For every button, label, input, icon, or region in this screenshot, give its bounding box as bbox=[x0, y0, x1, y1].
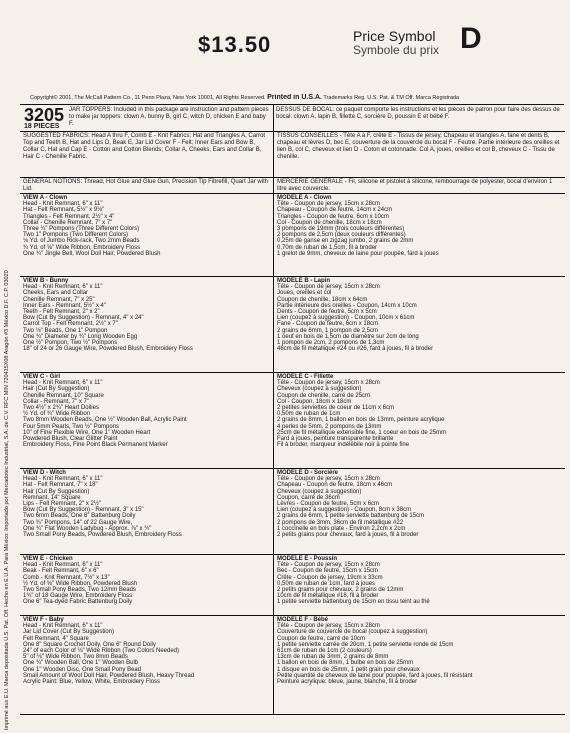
english-column bbox=[20, 105, 273, 715]
view-line: Head - Knit Remnant, 6" x 11" bbox=[23, 623, 103, 630]
view-line: Triangles - Coupon de feutre, 6cm x 10cm bbox=[277, 213, 389, 220]
view-line: Lèvres - Coupon de feutre, 5cm x 6cm bbox=[277, 501, 380, 508]
view-line: 1 oeuf en bois de 1,5cm de diamètre sur 2cm de long bbox=[277, 333, 419, 340]
view-title: MODELE B - Lapin bbox=[277, 278, 330, 284]
view-line: 5" of ⅛" Wide Ribbon, Two 8mm Beads bbox=[23, 654, 128, 661]
view-line: Two 1" Pompons (Two Different Colors) bbox=[23, 232, 129, 239]
view-line: Powdered Blush, Clear Glitter Paint bbox=[23, 436, 118, 443]
view-line: 25cm de fil métallique extensible fine, 1 coeur en bois de 25mm bbox=[277, 429, 447, 436]
view-block bbox=[20, 194, 273, 277]
view-line: Tête - Coupon de jersey, 15cm x 28cm bbox=[277, 284, 380, 291]
view-line: One ¾" Diameter by ¾" Long Wooden Egg bbox=[23, 333, 138, 340]
view-block bbox=[274, 555, 565, 616]
side-legal-text: Imprimé aux E.U. Marca depositada U.S. Pat. Off. Hecho en E.U.A. Para México: Importado por Mercadotec Industrial, S.A. de C.V. RFC MIN 720415X08 Aragón #3 México D.F. C.P. 03020 bbox=[4, 270, 10, 730]
view-title: VIEW B - Bunny bbox=[23, 278, 69, 284]
view-block bbox=[20, 373, 273, 469]
view-line: Coupon de chenille, carré de 25cm bbox=[277, 392, 371, 399]
view-title: VIEW D - Witch bbox=[23, 470, 66, 476]
view-line: Bow (Cut By Suggestion) - Remnant, 3" x 15" bbox=[23, 507, 144, 514]
view-line: Teeth - Felt Remnant, 2" x 2" bbox=[23, 309, 100, 316]
view-line: 3 pompons de 19mm (trois couleurs différentes) bbox=[277, 226, 405, 233]
view-line: Hat - Felt Remnant, 7" x 18" bbox=[23, 482, 98, 489]
view-line: Cheveux (coupez à suggestion) bbox=[277, 386, 362, 393]
view-line: Chenille Remnant, 7" x 25" bbox=[23, 296, 95, 303]
view-block bbox=[274, 277, 565, 373]
view-line: Crête - Coupon de jersey, 19cm x 33cm bbox=[277, 574, 383, 581]
view-line: Four 5mm Pearls, Two ½" Pompons bbox=[23, 423, 120, 430]
view-line: Coupon de feutre, carré de 10cm bbox=[277, 635, 366, 642]
view-block bbox=[274, 616, 565, 715]
view-line: 1 petite serviette battenburg de 15cm en tissu teint au thé bbox=[277, 599, 430, 606]
view-block bbox=[274, 373, 565, 469]
view-line: Two 4½" x 2¾" Heart Doilies bbox=[23, 405, 99, 412]
view-line: Tête - Coupon de jersey, 15cm x 28cm bbox=[277, 201, 380, 208]
view-line: 1 disque en bois de 25mm, 1 petit grain pour chevaux bbox=[277, 666, 420, 673]
price-letter: D bbox=[460, 22, 482, 55]
view-line: 46cm de fil métallique #24 ou #26, fard à joues, fil à broder bbox=[277, 346, 434, 353]
view-line: One 6" Tea-dyed Fabric Battenburg Doily bbox=[23, 599, 133, 606]
view-line: Partie intérieure des oreilles - Coupon, 14cm x 10cm bbox=[277, 302, 417, 309]
view-line: 4 perles de 5mm, 2 pompons de 13mm bbox=[277, 423, 382, 430]
view-line: 10cm de fil métallique #18, fil à broder bbox=[277, 593, 379, 600]
view-line: 0,50m de ruban de 1cm, fard à joues bbox=[277, 580, 376, 587]
view-line: Triangles - Felt Remnant, 2½" x 4" bbox=[23, 213, 115, 220]
view-line: Joues, oreilles et col bbox=[277, 290, 332, 297]
view-title: MODELE D - Sorcière bbox=[277, 470, 339, 476]
view-line: Two 6mm Beads, One 6" Battenburg Doily bbox=[23, 513, 136, 520]
view-line: 1 petite serviette carrée de 20cm, 1 petite serviette ronde de 15cm bbox=[277, 641, 454, 648]
tissus-conseilles: TISSUS CONSEILLÉS - Tête A à F, crête E - Tissus de jersey, Chapeau et triangles A, fane et dents B, chapeau et lèvres D, bec E, couverture de la couvercle du bocal F - Feutre. Partie intérieure des oreilles et lien B, col C, cheveux et lien D - Coton et cotonnade. Col A, joues, oreilles et col B, cheveux C - Tissu de chenille. bbox=[274, 132, 565, 178]
view-line: Two Small Pony Beads, Powdered Blush, Embroidery Floss bbox=[23, 532, 182, 539]
view-line: 18" of 24 or 26 Gauge Wire, Powdered Blush, Embroidery Floss bbox=[23, 346, 193, 353]
view-line: Two 8mm Wooden Beads, One ½" Wooden Ball, Acrylic Paint bbox=[23, 417, 187, 424]
view-line: 13cm de ruban de 3mm, 2 grains de 8mm bbox=[277, 654, 389, 661]
view-title: MODELE E - Poussin bbox=[277, 556, 338, 562]
view-line: One ¾" Flat Wooden Ladybug - Approx. ⅞" x ¾" bbox=[23, 525, 152, 532]
view-line: 24" of each Color of ⅛" Wide Ribbon (Two Colors Needed) bbox=[23, 648, 180, 655]
view-line: Head - Knit Remnant, 6" x 11" bbox=[23, 201, 103, 208]
view-line: 2 petites serviettes de coeur de 11cm x 6cm bbox=[277, 405, 394, 412]
price-symbol-label-fr: Symbole du prix bbox=[353, 43, 440, 57]
view-line: 2 pompons de 2,5cm (deux couleurs différentes) bbox=[277, 232, 406, 239]
view-title: VIEW E - Chicken bbox=[23, 556, 73, 562]
view-line: Inner Ears - Remnant, 5½" x 4" bbox=[23, 302, 106, 309]
view-line: Small Amount of Wool Doll Hair, Powdered Blush, Heavy Thread bbox=[23, 672, 195, 679]
view-line: Col - Coupon, 18cm x 18cm bbox=[277, 398, 352, 405]
french-column bbox=[273, 105, 565, 715]
view-line: Tête - Coupon de jersey, 15cm x 28cm bbox=[277, 380, 380, 387]
view-line: Bec - Coupon de feutre, 15cm x 15cm bbox=[277, 568, 379, 575]
view-line: Lips - Felt Remnant, 2" x 2½" bbox=[23, 501, 101, 508]
pattern-info-table bbox=[20, 104, 564, 731]
view-line: 0,50m de ruban de 1cm bbox=[277, 411, 341, 418]
view-line: Beak - Felt Remnant, 6" x 6" bbox=[23, 568, 99, 575]
printed-in: Printed in U.S.A. bbox=[267, 94, 322, 101]
view-line: Carrot Top - Felt Remnant, 2½" x 7" bbox=[23, 321, 118, 328]
view-line: Dents - Coupon de feutre, 5cm x 5cm bbox=[277, 309, 377, 316]
view-line: ½ Yd. of ⅝" Wide Ribbon, Powdered Blush bbox=[23, 580, 138, 587]
view-line: Head - Knit Remnant, 6" x 11" bbox=[23, 284, 103, 291]
view-title: MODELE A - Clown bbox=[277, 195, 332, 201]
view-line: Embroidery Floss, Fine Point Black Permanent Marker bbox=[23, 442, 168, 449]
view-line: Felt Remnant, 4" Square bbox=[23, 635, 89, 642]
mercerie-generale: MERCERIE GENERALE - Fil, silicone et pistolet à silicone, rembourrage de polyester, bocal d'environ 1 litre avec couvercle. bbox=[274, 178, 565, 194]
view-line: Collar - Chenille Remnant, 7" x 7" bbox=[23, 219, 113, 226]
view-line: Coupon, carré de 36cm bbox=[277, 494, 340, 501]
view-line: One ¾" Wooden Ball, One 1" Wooden Bulb bbox=[23, 660, 139, 667]
view-line: Bow (Cut By Suggestion) - Remnant, 4" x 24" bbox=[23, 315, 144, 322]
view-line: Lien (coupez à suggestion) - Coupon, 8cm x 38cm bbox=[277, 507, 412, 514]
view-line: 1¾" of 18 Gauge Wire, Embroidery Floss bbox=[23, 593, 133, 600]
view-line: Chapeau - Coupon de feutre, 18cm x 46cm bbox=[277, 482, 393, 489]
view-block bbox=[20, 469, 273, 555]
view-line: Cheveux (coupez à suggestion) bbox=[277, 488, 362, 495]
pattern-pieces: 18 PIECES bbox=[24, 123, 60, 130]
view-title: MODELE F - Bébé bbox=[277, 617, 329, 623]
price-symbol-label: Price Symbol bbox=[353, 28, 436, 44]
view-line: Three ¾" Pompons (Three Different Colors) bbox=[23, 226, 140, 233]
suggested-fabrics: SUGGESTED FABRICS: Head A thru F, Comb E - Knit Fabrics; Hat and Triangles A, Carrot Top and Teeth B, Hat and Lips D, Beak E, Jar Lid Cover F - Felt; Inner Ears and Bow B, Collar C, Hat and Cap E - Cotton and Cotton Blends; Collar A, Cheeks, Ears and Collar B, Hair C - Chenille Fabric. bbox=[20, 132, 273, 178]
jar-toppers-description-fr: DESSUS DE BOCAL: ce paquet comporte les instructions et les pièces de patron pour faire des dessus de bocal: clown A, lapin B, fillette C, sorcière D, poussin E et bébé F. bbox=[274, 105, 565, 132]
view-line: Tête - Coupon de jersey, 15cm x 28cm bbox=[277, 476, 380, 483]
view-line: 0,70m de ruban de 1,5cm, fil à broder bbox=[277, 244, 378, 251]
view-line: 1 coccinelle en bois plate - Environ 2,2cm x 2cm bbox=[277, 525, 406, 532]
view-line: Coupon de chenille, 18cm x 64cm bbox=[277, 296, 368, 303]
view-line: 2 pompons de 3mm, 36cm de fil métallique #22 bbox=[277, 519, 404, 526]
view-line: Two Small Pony Beads, Two 12mm Beads bbox=[23, 587, 136, 594]
view-line: Acrylic Paint: Blue, Yellow, White, Embroidery Floss bbox=[23, 679, 161, 686]
view-block bbox=[20, 555, 273, 616]
view-line: Remnant, 14" Square bbox=[23, 494, 81, 501]
view-line: 2 grains de 8mm, 1 ballon en bois de 13mm, peinture acrylique bbox=[277, 417, 445, 424]
view-line: Tête - Coupon de jersey, 15cm x 28cm bbox=[277, 623, 380, 630]
copyright-line bbox=[30, 94, 560, 101]
view-line: ¾ Yd. of ⅝" Wide Ribbon, Embroidery Floss bbox=[23, 244, 141, 251]
jar-toppers-description: JAR TOPPERS: Included in this package are instruction and pattern pieces to make jar toppers: clown A, bunny B, girl C, witch D, chicken E and baby F. bbox=[69, 107, 269, 127]
views-list bbox=[20, 194, 273, 715]
view-line: Jar Lid Cover (Cut By Suggestion) bbox=[23, 629, 115, 636]
view-line: Two ¾" Pompons, 14" of 22 Gauge Wire, bbox=[23, 519, 133, 526]
view-line: ⅛ Yd. of Jumbo Rick-rack, Two 2mm Beads bbox=[23, 238, 140, 245]
view-line: Chenille Remnant, 10" Square bbox=[23, 392, 104, 399]
price: $13.50 bbox=[198, 32, 272, 57]
view-line: 2 grains de 6mm, 1 pompon de 2,5cm bbox=[277, 327, 379, 334]
view-line: ½ Yd. of ¾" Wide Ribbon bbox=[23, 411, 91, 418]
view-line: Fane - Coupon de feutre, 6cm x 18cm bbox=[277, 321, 379, 328]
view-line: Chapeau - Coupon de feutre, 14cm x 24cm bbox=[277, 207, 393, 214]
view-line: Lien (coupez à suggestion) - Coupon, 10cm x 61cm bbox=[277, 315, 415, 322]
view-line: Hair (Cut By Suggestion) bbox=[23, 386, 90, 393]
view-line: Couverture de couvercle de bocal (coupez à suggestion) bbox=[277, 629, 428, 636]
view-title: MODELE C - Fillette bbox=[277, 374, 334, 380]
view-block bbox=[20, 277, 273, 373]
view-line: 1 pompon de 2cm, 2 pompons de 1,3cm bbox=[277, 340, 385, 347]
view-line: One ½" Pompon, Two ½" Pompons bbox=[23, 340, 118, 347]
view-line: Two ⅛" Beads, One 1" Pompon bbox=[23, 327, 108, 334]
trademarks-text: Trademarks Reg. U.S. Pat. & TM Off. Marca Registrada bbox=[323, 95, 460, 101]
view-title: VIEW F - Baby bbox=[23, 617, 64, 623]
pattern-number: 3205 bbox=[24, 105, 65, 125]
view-block bbox=[274, 469, 565, 555]
view-line: Head - Knit Remnant, 6" x 11" bbox=[23, 562, 103, 569]
view-line: 10" of Fine Flexible Wire, One 1" Wooden Heart bbox=[23, 429, 151, 436]
view-line: One 8" Square Crochet Doily, One 6" Round Doily bbox=[23, 641, 156, 648]
view-line: Collar - Remnant, 7" x 7" bbox=[23, 398, 89, 405]
view-line: Fard à joues, peinture transparente brillante bbox=[277, 436, 394, 443]
view-block bbox=[20, 616, 273, 715]
copyright-text: Copyright© 2001, The McCall Pattern Co., 11 Penn Plaza, New York 10001, All Rights Reserved. bbox=[30, 95, 266, 101]
pattern-header bbox=[20, 105, 273, 132]
view-line: Head - Knit Remnant, 6" x 11" bbox=[23, 380, 103, 387]
view-title: VIEW A - Clown bbox=[23, 195, 68, 201]
modeles-list bbox=[274, 194, 565, 715]
view-line: Petite quantité de cheveux de laine pour poupée, fard à joues, fil résistant bbox=[277, 672, 473, 679]
view-block bbox=[274, 194, 565, 277]
view-line: Tête - Coupon de jersey, 15cm x 28cm bbox=[277, 562, 380, 569]
view-line: One ¾" Jingle Bell, Wool Doll Hair, Powdered Blush bbox=[23, 250, 161, 257]
view-line: Hat - Felt Remnant, 5½" x 9⅛" bbox=[23, 207, 105, 214]
view-title: VIEW C - Girl bbox=[23, 374, 61, 380]
view-line: 61cm de ruban de 1cm (2 couleurs) bbox=[277, 648, 372, 655]
view-line: 2 petits grains pour chevaux, fard à joues, fil à broder bbox=[277, 532, 419, 539]
view-line: Head - Knit Remnant, 6" x 11" bbox=[23, 476, 103, 483]
general-notions: GENERAL NOTIONS: Thread, Hot Glue and Glue Gun, Precision Tip Fibrefill, Quart Jar with Lid. bbox=[20, 178, 273, 194]
view-line: 0,25m de ganse en zigzag jumbo, 2 grains de 2mm bbox=[277, 238, 414, 245]
view-line: 1 ballon en bois de 8mm, 1 bulbe en bois de 25mm bbox=[277, 660, 414, 667]
view-line: Hair (Cut By Suggestion) bbox=[23, 488, 90, 495]
view-line: Peinture acrylique: bleue, jaune, blanche, fil à broder bbox=[277, 679, 418, 686]
view-line: Cheeks, Ears and Collar bbox=[23, 290, 89, 297]
view-line: Fil à broder, marqueur indélébile noir à pointe fine bbox=[277, 442, 410, 449]
view-line: Comb - Knit Remnant, 7½" x 13" bbox=[23, 574, 110, 581]
view-line: 1 grelot de 9mm, cheveux de laine pour poupée, fard à joues bbox=[277, 250, 439, 257]
view-line: 2 grains de 6mm, 1 petite serviette battenburg de 15cm bbox=[277, 513, 425, 520]
view-line: Col - Coupon de chenille, 18cm x 18cm bbox=[277, 219, 382, 226]
view-line: 2 petits grains pour chevaux, 2 grains de 12mm bbox=[277, 587, 404, 594]
view-line: One 1" Wooden Disc, One Small Pony Bead bbox=[23, 666, 142, 673]
